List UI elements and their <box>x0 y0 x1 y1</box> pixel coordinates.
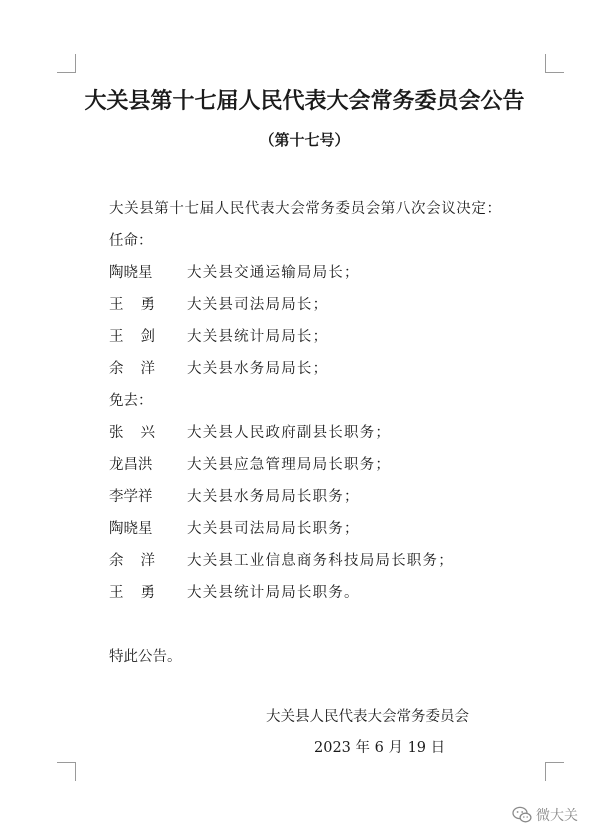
position-text: 大关县交通运输局局长； <box>187 265 360 281</box>
position-text: 大关县应急管理局局长职务； <box>187 457 392 473</box>
position-text: 大关县水务局局长职务； <box>187 489 360 505</box>
closing-statement: 特此公告。 <box>109 649 182 665</box>
person-name: 余洋 <box>109 553 172 569</box>
position-text: 大关县水务局局长； <box>187 361 329 377</box>
watermark-text: 微大关 <box>536 808 578 824</box>
person-name: 王勇 <box>109 297 172 313</box>
position-text: 大关县司法局局长； <box>187 297 329 313</box>
page-corner-mark-bottom-left <box>57 762 76 781</box>
person-name: 余洋 <box>109 361 172 377</box>
position-text: 大关县统计局局长职务。 <box>187 585 360 601</box>
document-title: 大关县第十七届人民代表大会常务委员会公告 <box>84 88 525 114</box>
dismiss-label: 免去： <box>109 393 153 409</box>
position-text: 大关县司法局局长职务； <box>187 521 360 537</box>
person-name: 陶晓星 <box>109 521 153 537</box>
position-text: 大关县统计局局长； <box>187 329 329 345</box>
person-name: 王剑 <box>109 329 172 345</box>
page-corner-mark-top-right <box>545 54 564 73</box>
person-name: 王勇 <box>109 585 172 601</box>
person-name: 龙昌洪 <box>109 457 153 473</box>
position-text: 大关县人民政府副县长职务； <box>187 425 392 441</box>
position-text: 大关县工业信息商务科技局局长职务； <box>187 553 454 569</box>
person-name: 李学祥 <box>109 489 153 505</box>
signer: 大关县人民代表大会常务委员会 <box>266 709 469 725</box>
wechat-icon <box>512 806 532 824</box>
document-date: 2023 年 6 月 19 日 <box>314 740 446 756</box>
page-corner-mark-bottom-right <box>545 762 564 781</box>
person-name: 张兴 <box>109 425 172 441</box>
document-number: （第十七号） <box>259 131 350 149</box>
page-corner-mark-top-left <box>57 54 76 73</box>
decision-intro: 大关县第十七届人民代表大会常务委员会第八次会议决定： <box>109 201 502 217</box>
person-name: 陶晓星 <box>109 265 153 281</box>
watermark <box>512 803 578 827</box>
appoint-label: 任命： <box>109 233 153 249</box>
